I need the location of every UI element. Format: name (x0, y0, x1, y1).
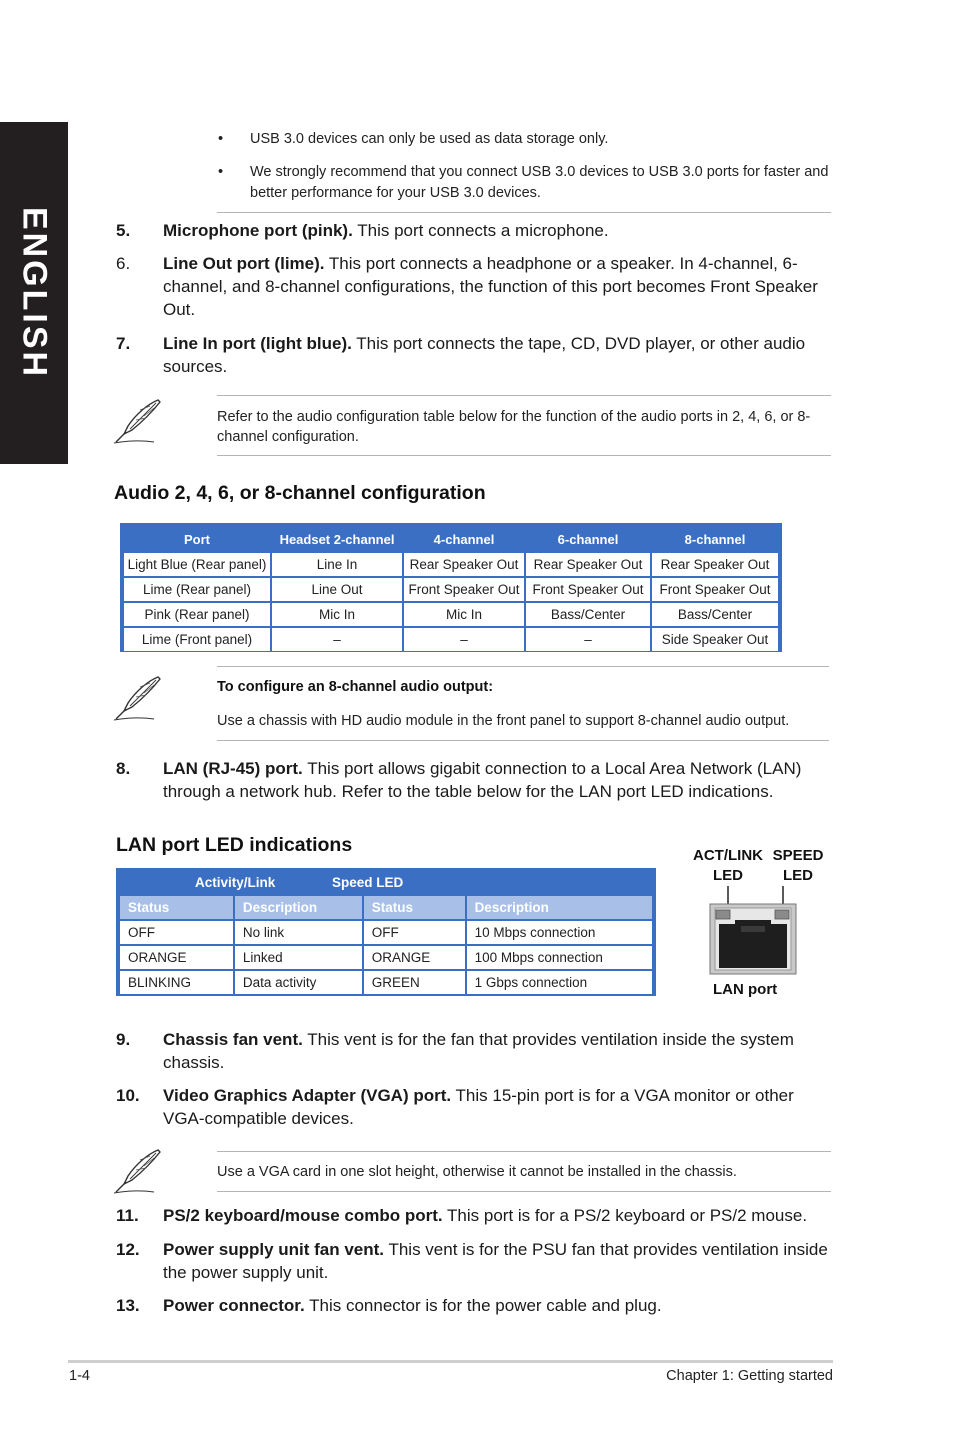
table-cell: 10 Mbps connection (467, 921, 652, 944)
table-cell: Front Speaker Out (652, 578, 778, 601)
item-text: This port allows gigabit connection to a Local Area Network (LAN) through a network hub. Refer to the table below for the LAN port LED indications. (163, 759, 802, 801)
audio-config-table (120, 523, 782, 652)
lan-section-title: LAN port LED indications (116, 834, 353, 856)
bullet-dot: • (218, 131, 224, 147)
speed-label-line-1: SPEED (772, 847, 824, 864)
table-cell: Pink (Rear panel) (124, 603, 270, 626)
footer-divider (68, 1360, 833, 1363)
table-cell: Line Out (272, 578, 402, 601)
item-text: This port connects a microphone. (352, 221, 609, 240)
item-number: 8. (116, 759, 131, 778)
item-psu-fan-vent (116, 1238, 836, 1284)
table-header: Status (120, 896, 233, 919)
item-number: 9. (116, 1030, 131, 1049)
group-header-activity: Activity/Link (195, 875, 276, 890)
table-row (120, 971, 652, 994)
item-text: This port connects a headphone or a speaker. In 4-channel, 6-channel, and 8-channel configurations, the function of this port becomes Front Speaker Out. (163, 254, 818, 319)
table-row (124, 578, 778, 601)
item-number: 10. (116, 1086, 140, 1105)
table-cell: No link (235, 921, 362, 944)
item-title: LAN (RJ-45) port. (163, 759, 303, 778)
eight-channel-note-heading: To configure an 8-channel audio output: (217, 679, 494, 695)
divider (217, 395, 831, 396)
item-title: Microphone port (pink). (163, 221, 353, 240)
item-number: 13. (116, 1296, 140, 1315)
item-title: Chassis fan vent. (163, 1030, 303, 1049)
table-cell: Rear Speaker Out (404, 553, 524, 576)
item-text: This port is for a PS/2 keyboard or PS/2 mouse. (442, 1206, 808, 1225)
table-cell: Light Blue (Rear panel) (124, 553, 270, 576)
table-header: 8-channel (652, 527, 778, 551)
vga-note: Use a VGA card in one slot height, otherwise it cannot be installed in the chassis. (217, 1164, 737, 1180)
item-title: Video Graphics Adapter (VGA) port. (163, 1086, 452, 1105)
item-text: This connector is for the power cable and plug. (304, 1296, 662, 1315)
item-lan-port (116, 757, 836, 803)
lan-port-icon (705, 886, 800, 978)
table-row (120, 946, 652, 969)
item-title: Line In port (light blue). (163, 334, 352, 353)
speed-led-label (768, 846, 828, 886)
speed-label-line-2: LED (783, 867, 813, 884)
table-cell: 1 Gbps connection (467, 971, 652, 994)
table-header: 4-channel (404, 527, 524, 551)
usb-note-1 (218, 129, 609, 150)
note-pen-icon (110, 1146, 168, 1196)
table-row (124, 628, 778, 651)
table-row (124, 553, 778, 576)
table-cell: Data activity (235, 971, 362, 994)
item-text: This port connects the tape, CD, DVD player, or other audio sources. (163, 334, 806, 376)
item-chassis-fan-vent (116, 1028, 836, 1074)
table-header: Description (467, 896, 652, 919)
act-link-label-line-2: LED (713, 867, 743, 884)
table-cell: Mic In (272, 603, 402, 626)
side-tab-label: ENGLISH (15, 206, 54, 380)
table-cell: Bass/Center (652, 603, 778, 626)
table-cell: Rear Speaker Out (652, 553, 778, 576)
act-link-led-label (690, 846, 766, 886)
item-text: This 15-pin port is for a VGA monitor or other VGA-compatible devices. (163, 1086, 794, 1128)
table-cell: – (526, 628, 650, 651)
table-row (124, 603, 778, 626)
table-cell: Rear Speaker Out (526, 553, 650, 576)
item-power-connector (116, 1294, 836, 1317)
audio-reference-note: Refer to the audio configuration table below for the function of the audio ports in 2, 4, 6, or 8-channel configuration. (217, 409, 811, 445)
table-header: Port (124, 527, 270, 551)
item-microphone-port (116, 219, 836, 242)
table-cell: Linked (235, 946, 362, 969)
table-cell: Bass/Center (526, 603, 650, 626)
language-side-tab (0, 122, 68, 464)
page-number: 1-4 (69, 1368, 90, 1384)
item-number: 5. (116, 221, 131, 240)
usb-note-2 (218, 162, 835, 204)
table-header: Description (235, 896, 362, 919)
table-cell: Lime (Rear panel) (124, 578, 270, 601)
table-cell: Side Speaker Out (652, 628, 778, 651)
divider (217, 666, 829, 667)
table-cell: BLINKING (120, 971, 233, 994)
item-title: Power supply unit fan vent. (163, 1240, 385, 1259)
note-pen-icon (110, 396, 168, 446)
divider (217, 1191, 831, 1192)
eight-channel-note: Use a chassis with HD audio module in the front panel to support 8-channel audio output. (217, 713, 790, 729)
table-cell: Front Speaker Out (404, 578, 524, 601)
item-vga-port (116, 1084, 836, 1130)
item-text: This vent is for the fan that provides ventilation inside the system chassis. (163, 1030, 794, 1072)
divider (217, 212, 831, 213)
audio-section-title: Audio 2, 4, 6, or 8-channel configuration (114, 482, 486, 504)
item-title: Line Out port (lime). (163, 254, 325, 273)
item-title: PS/2 keyboard/mouse combo port. (163, 1206, 443, 1225)
table-cell: – (272, 628, 402, 651)
item-number: 12. (116, 1240, 140, 1259)
item-number: 7. (116, 334, 131, 353)
table-cell: 100 Mbps connection (467, 946, 652, 969)
item-text: This vent is for the PSU fan that provides ventilation inside the power supply unit. (163, 1240, 828, 1282)
lan-port-label: LAN port (713, 981, 778, 998)
note-pen-icon (110, 673, 168, 723)
item-line-in-port (116, 332, 836, 378)
table-header: 6-channel (526, 527, 650, 551)
item-number: 6. (116, 254, 131, 273)
table-cell: Lime (Front panel) (124, 628, 270, 651)
table-cell: OFF (364, 921, 465, 944)
table-cell: GREEN (364, 971, 465, 994)
lan-led-table (116, 868, 656, 996)
divider (217, 1151, 831, 1152)
table-header: Headset 2-channel (272, 527, 402, 551)
table-cell: – (404, 628, 524, 651)
item-title: Power connector. (163, 1296, 305, 1315)
chapter-title: Chapter 1: Getting started (666, 1368, 833, 1384)
divider (217, 740, 829, 741)
table-cell: Line In (272, 553, 402, 576)
group-header-speed: Speed LED (332, 875, 404, 890)
table-cell: ORANGE (120, 946, 233, 969)
table-cell: ORANGE (364, 946, 465, 969)
item-number: 11. (116, 1206, 139, 1225)
table-cell: Mic In (404, 603, 524, 626)
table-header: Status (364, 896, 465, 919)
act-link-label-line-1: ACT/LINK (693, 847, 763, 864)
item-line-out-port (116, 252, 836, 321)
usb-note-2-text: We strongly recommend that you connect USB 3.0 devices to USB 3.0 ports for faster and better performance for your USB 3.0 devices. (250, 164, 829, 201)
table-row (120, 921, 652, 944)
table-cell: OFF (120, 921, 233, 944)
bullet-dot: • (218, 164, 224, 180)
usb-note-1-text: USB 3.0 devices can only be used as data storage only. (250, 131, 609, 147)
table-cell: Front Speaker Out (526, 578, 650, 601)
item-ps2-port (116, 1204, 836, 1227)
divider (217, 455, 831, 456)
